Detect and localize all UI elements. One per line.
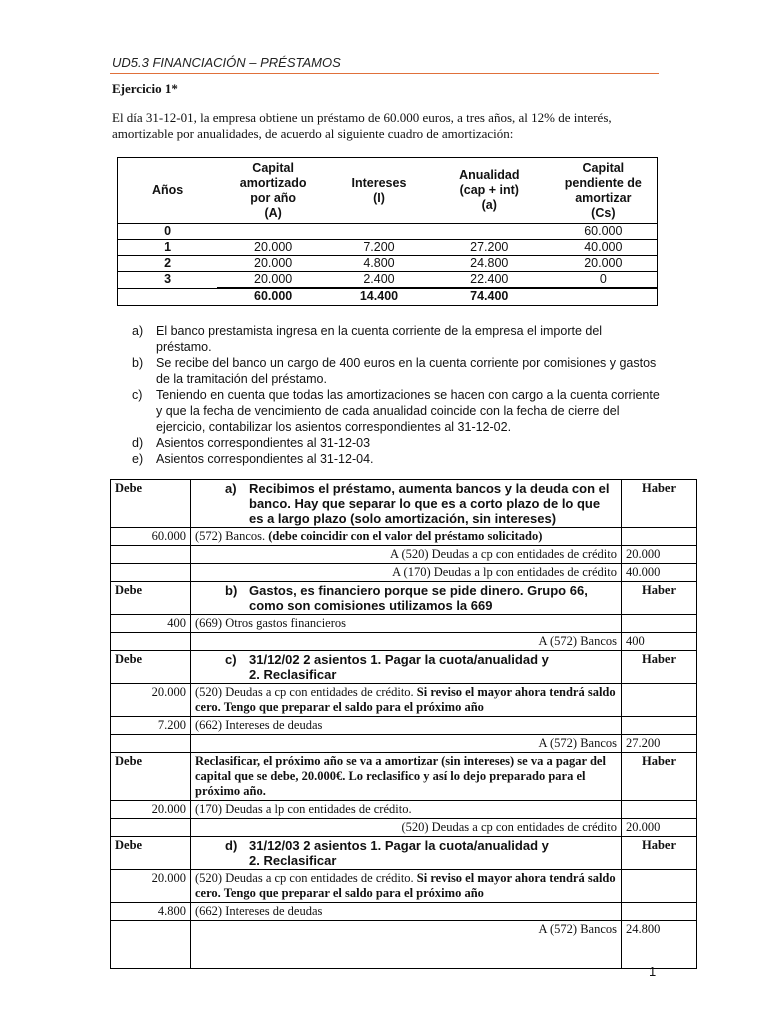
entry-a-heading: a) Recibimos el préstamo, aumenta bancos y la deuda con el banco. Hay que separar lo que es a corto plazo de lo que es a largo plazo (solo amortización, sin intereses): [191, 480, 622, 528]
debe-label: Debe: [111, 582, 191, 615]
table-row: [118, 256, 658, 272]
journal-heading-row: [111, 753, 697, 801]
credit-amount: [622, 528, 697, 546]
debit-account: (662) Intereses de deudas: [191, 903, 622, 921]
amortization-header-row: [118, 158, 658, 224]
debit-amount: 20.000: [111, 870, 191, 903]
cell-annuity: [429, 224, 550, 240]
credit-account: A (572) Bancos: [191, 735, 622, 753]
debe-label: Debe: [111, 651, 191, 684]
cell-capital-total: 60.000: [217, 288, 329, 305]
journal-row: [111, 735, 697, 753]
debit-amount: 4.800: [111, 903, 191, 921]
header-cell: Años: [118, 158, 218, 224]
journal-row: [111, 903, 697, 921]
journal-row: [111, 564, 697, 582]
credit-amount: [622, 801, 697, 819]
cell-pending: 40.000: [550, 240, 658, 256]
credit-account: A (572) Bancos: [191, 633, 622, 651]
credit-account: (520) Deudas a cp con entidades de crédito: [191, 819, 622, 837]
cell-capital: [217, 224, 329, 240]
debit-amount: [111, 546, 191, 564]
header-cell: Anualidad (cap + int) (a): [429, 158, 550, 224]
journal-row: [111, 921, 697, 969]
cell-annuity-total: 74.400: [429, 288, 550, 305]
credit-amount: 20.000: [622, 546, 697, 564]
task-list: [132, 323, 660, 467]
journal-row: [111, 717, 697, 735]
amortization-table: [117, 157, 658, 306]
debit-amount: 60.000: [111, 528, 191, 546]
debit-account: (520) Deudas a cp con entidades de crédito. Si reviso el mayor ahora tendrá saldo cero. Tengo que preparar el saldo para el próximo año: [191, 684, 622, 717]
journal-row: [111, 615, 697, 633]
journal-row: [111, 546, 697, 564]
haber-label: Haber: [622, 753, 697, 801]
cell-year: 2: [118, 256, 218, 272]
debit-amount: [111, 819, 191, 837]
credit-amount: 400: [622, 633, 697, 651]
cell-year: [118, 288, 218, 305]
journal-table: [110, 479, 697, 969]
credit-amount: [622, 615, 697, 633]
debit-amount: 400: [111, 615, 191, 633]
entry-d-heading: d) 31/12/03 2 asientos 1. Pagar la cuota/anualidad y 2. Reclasificar: [191, 837, 622, 870]
journal-heading-row: [111, 837, 697, 870]
cell-interest: [329, 224, 429, 240]
cell-pending: 0: [550, 272, 658, 289]
debit-amount: 20.000: [111, 801, 191, 819]
table-total-row: [118, 288, 658, 305]
debit-amount: 20.000: [111, 684, 191, 717]
debit-amount: [111, 633, 191, 651]
debit-account: (669) Otros gastos financieros: [191, 615, 622, 633]
cell-year: 1: [118, 240, 218, 256]
debit-account: (170) Deudas a lp con entidades de crédito.: [191, 801, 622, 819]
cell-annuity: 27.200: [429, 240, 550, 256]
list-item: e) Asientos correspondientes al 31-12-04.: [132, 452, 374, 466]
haber-label: Haber: [622, 837, 697, 870]
credit-amount: [622, 684, 697, 717]
header-cell: Capital pendiente de amortizar (Cs): [550, 158, 658, 224]
header-rule: [110, 73, 659, 74]
credit-amount: [622, 870, 697, 903]
table-row: [118, 272, 658, 289]
credit-amount: 20.000: [622, 819, 697, 837]
debit-account: (520) Deudas a cp con entidades de crédito. Si reviso el mayor ahora tendrá saldo cero. Tengo que preparar el saldo para el próximo año: [191, 870, 622, 903]
debit-account: (572) Bancos. (debe coincidir con el valor del préstamo solicitado): [191, 528, 622, 546]
list-item: b) Se recibe del banco un cargo de 400 euros en la cuenta corriente por comisiones y gastos de la tramitación del préstamo.: [132, 356, 657, 386]
credit-amount: [622, 903, 697, 921]
debe-label: Debe: [111, 753, 191, 801]
credit-account: A (572) Bancos: [191, 921, 622, 969]
entry-b-heading: b) Gastos, es financiero porque se pide dinero. Grupo 66, como son comisiones utilizamos la 669: [191, 582, 622, 615]
header-cell: Capital amortizado por año (A): [217, 158, 329, 224]
journal-row: [111, 819, 697, 837]
cell-pending: 60.000: [550, 224, 658, 240]
journal-row: [111, 528, 697, 546]
cell-capital: 20.000: [217, 256, 329, 272]
debit-amount: 7.200: [111, 717, 191, 735]
credit-account: A (170) Deudas a lp con entidades de crédito: [191, 564, 622, 582]
credit-amount: 24.800: [622, 921, 697, 969]
cell-pending: 20.000: [550, 256, 658, 272]
cell-capital: 20.000: [217, 240, 329, 256]
cell-interest: 2.400: [329, 272, 429, 289]
haber-label: Haber: [622, 651, 697, 684]
credit-amount: [622, 717, 697, 735]
header-cell: Intereses (I): [329, 158, 429, 224]
table-row: [118, 224, 658, 240]
list-item: a) El banco prestamista ingresa en la cuenta corriente de la empresa el importe del préstamo.: [132, 324, 603, 354]
cell-year: 3: [118, 272, 218, 289]
journal-row: [111, 684, 697, 717]
haber-label: Haber: [622, 582, 697, 615]
debit-account: (662) Intereses de deudas: [191, 717, 622, 735]
cell-interest-total: 14.400: [329, 288, 429, 305]
debe-label: Debe: [111, 480, 191, 528]
reclass-heading: Reclasificar, el próximo año se va a amortizar (sin intereses) se va a pagar del capital que se debe, 20.000€. Lo reclasifico y así lo dejo preparado para el próximo año.: [191, 753, 622, 801]
entry-c-heading: c) 31/12/02 2 asientos 1. Pagar la cuota/anualidad y 2. Reclasificar: [191, 651, 622, 684]
debe-label: Debe: [111, 837, 191, 870]
cell-interest: 4.800: [329, 256, 429, 272]
cell-annuity: 24.800: [429, 256, 550, 272]
cell-year: 0: [118, 224, 218, 240]
journal-heading-row: [111, 480, 697, 528]
cell-annuity: 22.400: [429, 272, 550, 289]
exercise-title: Ejercicio 1*: [112, 81, 178, 96]
cell-pending: [550, 288, 658, 305]
table-row: [118, 240, 658, 256]
list-item: c) Teniendo en cuenta que todas las amortizaciones se hacen con cargo a la cuenta corriente y que la fecha de vencimiento de cada anualidad coincide con la fecha de cierre del ejercicio, contabilizar los asientos correspondientes al 31-12-02.: [132, 388, 660, 434]
debit-amount: [111, 921, 191, 969]
debit-amount: [111, 735, 191, 753]
journal-row: [111, 633, 697, 651]
page-number: 1: [649, 964, 657, 979]
credit-amount: 27.200: [622, 735, 697, 753]
journal-row: [111, 870, 697, 903]
haber-label: Haber: [622, 480, 697, 528]
list-item: d) Asientos correspondientes al 31-12-03: [132, 436, 371, 450]
cell-interest: 7.200: [329, 240, 429, 256]
credit-amount: 40.000: [622, 564, 697, 582]
journal-heading-row: [111, 651, 697, 684]
debit-amount: [111, 564, 191, 582]
exercise-intro: El día 31-12-01, la empresa obtiene un préstamo de 60.000 euros, a tres años, al 12% de interés, amortizable por anualidades, de acuerdo al siguiente cuadro de amortización:: [112, 110, 612, 141]
credit-account: A (520) Deudas a cp con entidades de crédito: [191, 546, 622, 564]
journal-heading-row: [111, 582, 697, 615]
page-header-title: UD5.3 FINANCIACIÓN – PRÉSTAMOS: [112, 55, 341, 70]
cell-capital: 20.000: [217, 272, 329, 289]
journal-row: [111, 801, 697, 819]
